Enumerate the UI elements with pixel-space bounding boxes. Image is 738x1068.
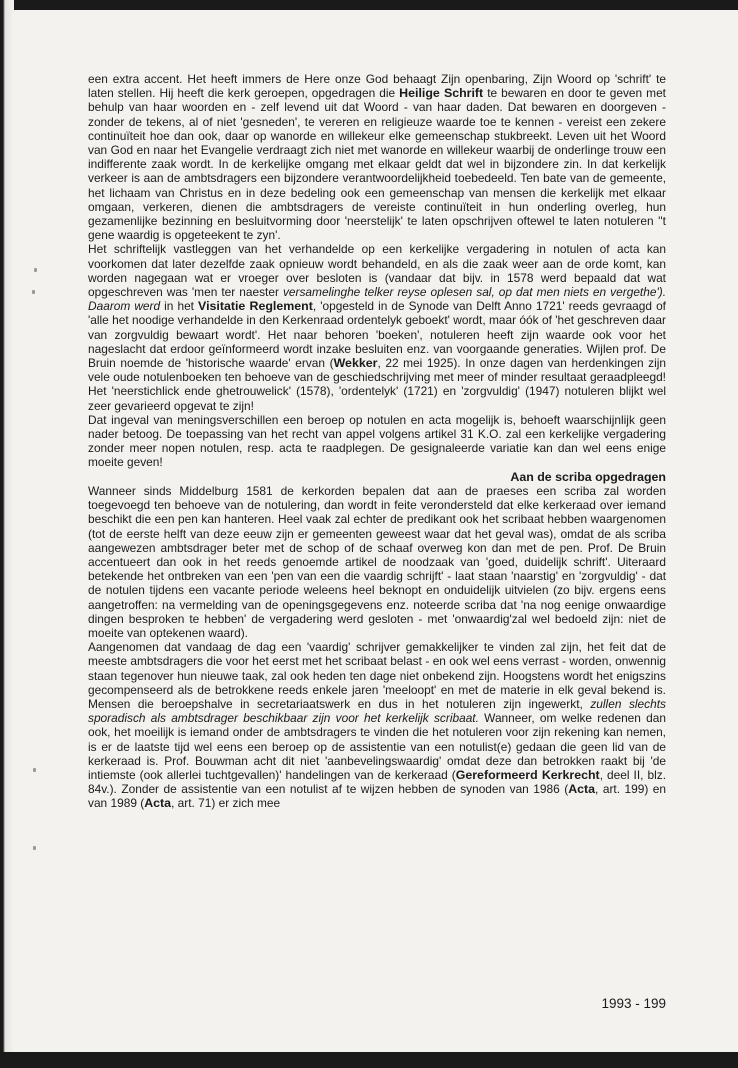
text-run: Wanneer sinds Middelburg 1581 de kerkorden bepalen dat aan de praeses een scriba zal worden toegevoegd ten behoeve van de notulering, dan wordt in feite verondersteld dat elke kerkeraad over iemand beschikt die een pen kan hanteren. Heel vaak zal echter de predikant ook het scribaat hebben waargenomen (tot de eerste helft van deze eeuw zijn er gemeenten geweest waar dat het geval was), omdat de als scriba aangewezen ambtsdrager beter met de schop of de schaaf overweg kon dan met de pen. Prof. De Bruin accentueert dan ook in het reeds genoemde artikel de noodzaak van 'goed, duidelijk schrift'. Uiteraard betekende het ontbreken van een 'pen van een die vaardig schrijft' - laat staan 'naarstig' en 'zorgvuldig' - dat de notulen tijdens een vacante periode weleens heel beknopt en onduidelijk uitvielen (zo bijv. ergens eens aangetroffen: na vermelding van de openingsgegevens enz. noteerde scriba dat 'na nog eenige onwaardige dingen besproken te hebben' de vergadering werd gesloten - met 'onwaardig'zal wel bedoeld zijn: niet de moeite van optekenen waard). xyxy=(88,483,666,640)
page-number: 1993 - 199 xyxy=(601,996,666,1011)
text-run: Wanneer, om welke redenen dan ook, het moeilijk is iemand onder de ambtsdragers te vinden die het notuleren voor zijn rekening kan nemen, is er de laatste tijd wel eens een beroep op de assistentie van een notulist(e) gedaan die geen lid van de kerkeraad is. Prof. Bouwman acht dit niet 'aanbevelingswaardig' omdat deze dan betrokken raakt bij 'de intiemste (ook allerlei tuchtgevallen)' handelingen van de kerkeraad ( xyxy=(88,711,666,782)
scan-border-left xyxy=(0,0,14,1068)
text-run: in het xyxy=(160,299,199,314)
bold-text: Wekker xyxy=(333,356,378,371)
bold-text: Heilige Schrift xyxy=(399,86,484,101)
bold-text: Acta xyxy=(144,796,172,811)
italic-text: versamelinghe telker reyse oplesen sal, op dat men niets en vergethe'). Daarom werd xyxy=(88,285,666,314)
text-run: Dat ingeval van meningsverschillen een beroep op notulen en acta mogelijk is, behoeft waarschijnlijk geen nader betoog. De toepassing van het recht van appel volgens artikel 31 K.O. zal een kerkelijke vergadering zonder meer nopen notulen, resp. acta te raadplegen. De gesignaleerde variatie kan dan wel eens enige moeite geven! xyxy=(88,412,666,470)
margin-speck xyxy=(33,846,36,850)
text-run: , 22 mei 1925). In onze dagen van herdenkingen zijn vele oude notulenboeken ten behoeve van de geschiedschrijving met meer of minder resultaat geraadpleegd! Het 'neerstichlick ende ghetrouwelick' (1578), 'ordentelyk' (1721) en 'zorgvuldig' (1947) notuleren blijkt wel zeer gevarieerd opgevat te zijn! xyxy=(88,356,666,413)
paragraph-4 xyxy=(88,484,666,640)
body-text xyxy=(88,72,666,811)
margin-speck xyxy=(33,768,36,772)
text-run: , art. 199) en van 1989 ( xyxy=(88,782,667,811)
bold-text: Visitatie Reglement xyxy=(198,299,313,314)
paragraph-5 xyxy=(88,640,666,810)
scan-border-top xyxy=(0,0,738,10)
text-run: , deel II, blz. 84v.). Zonder de assistentie van een notulist af te wijzen hebben de synoden van 1986 ( xyxy=(88,767,666,797)
text-run: Het schriftelijk vastleggen van het verhandelde op een kerkelijke vergadering in notulen of acta kan voorkomen dat later dezelfde zaak opnieuw wordt behandeld, en als die zaak weer aan de orde komt, kan worden nagegaan wat er vroeger over besloten is (vandaar dat bijv. in 1578 werd bepaald dat wat opgeschreven was 'men ter naester xyxy=(88,242,666,300)
text-run: een extra accent. Het heeft immers de Here onze God behaagt Zijn openbaring, Zijn Woord op 'schrift' te laten stellen. Hij heeft die kerk geroepen, opgedragen die xyxy=(88,72,666,101)
text-run: te bewaren en door te geven met behulp van haar woorden en - zelf levend uit dat Woord - van haar daden. Dat bewaren en doorgeven - zonder de tekens, al of niet 'gesneden', te vereren en religieuze waarde toe te kennen - vereist een zekere continuïteit hoe dan ook, daar op wanorde en willekeur elke gemeenschap stukbreekt. Leven uit het Woord van God en naar het Evangelie verdraagt zich niet met wanorde en willekeur waarbij de onderlinge trouw een indifferente zaak wordt. In de kerkelijke omgang met elkaar geldt dat wel in bijzondere zin. In dat kerkelijk verkeer is aan de ambtsdragers een bijzondere verantwoordelijkheid toebedeeld. Ten bate van de gemeente, het lichaam van Christus en in deze bedeling ook een gemeenschap van mensen die kerkelijk met elkaar omgaan, verkeren, dienen die ambtsdragers de vereiste continuïteit in hun onderling overleg, hun gezamenlijke bezinning en besluitvorming door 'neerstelijk' te laten opschrijven oftewel te laten notuleren ''t gene waardig is opgeteekent te zyn'. xyxy=(88,86,666,243)
scan-border-bottom xyxy=(0,1052,738,1068)
bold-text: Acta xyxy=(568,782,596,797)
margin-speck xyxy=(32,290,35,294)
text-run: Aangenomen dat vandaag de dag een 'vaardig' schrijver gemakkelijker te vinden zal zijn, het feit dat de meeste ambtsdragers die voor het eerst met het scribaat belast - en ook wel eens verrast - worden, onwennig staan tegenover hun nieuwe taak, zal ook heden ten dage niet onbekend zijn. Hoogstens wordt het enigszins gecompenseerd als de betrokkene reeds enkele jaren 'meeloopt' en met de materie in elk geval bekend is. Mensen die beroepshalve in secretariaatswerk en dus in het notuleren zijn ingewerkt, xyxy=(88,640,666,711)
paragraph-3 xyxy=(88,413,666,470)
paragraph-1 xyxy=(88,72,666,242)
bold-text: Gereformeerd Kerkrecht xyxy=(455,767,600,782)
text-run: , 'opgesteld in de Synode van Delft Anno 1721' reeds gevraagd of 'alle het noodige verhandelde in den Kerkenraad ordentelyk geboekt' wordt, maar óók of 'het geschreven daar van zorgvuldig bewaart wordt'. Het naar behoren 'boeken', notuleren heeft zijn waarde ook voor het nageslacht dat erdoor geïnformeerd wordt inzake besluiten enz. van voorgaande generaties. Wijlen prof. De Bruin noemde de 'historische waarde' ervan ( xyxy=(88,299,666,371)
text-run: , art. 71) er zich mee xyxy=(171,796,281,811)
margin-speck xyxy=(34,268,37,272)
section-heading: Aan de scriba opgedragen xyxy=(510,469,666,484)
italic-text: zullen slechts sporadisch als ambtsdrager beschikbaar zijn voor het kerkelijk scribaat. xyxy=(88,696,666,726)
paragraph-2 xyxy=(88,242,666,412)
